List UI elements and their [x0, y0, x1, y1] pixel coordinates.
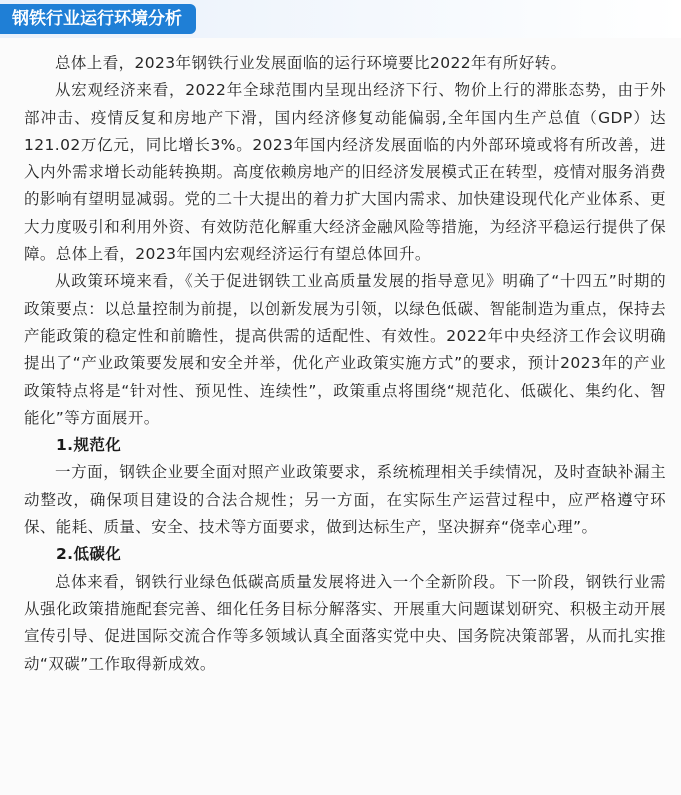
- subheading-standardization: 1.规范化: [56, 436, 122, 455]
- paragraph-low-carbon: 总体来看，钢铁行业绿色低碳高质量发展将进入一个全新阶段。下一阶段，钢铁行业需从强化政策措施配套完善、细化任务目标分解落实、开展重大问题谋划研究、积极主动开展宣传引导、促进国际交流合作等多领域认真全面落实党中央、国务院决策部署，从而扎实推动“双碳”工作取得新成效。: [24, 572, 666, 673]
- article-body: [0, 38, 681, 795]
- paragraph-summary: 总体上看，2023年钢铁行业发展面临的运行环境要比2022年有所好转。: [55, 54, 567, 72]
- subheading-low-carbon: 2.低碳化: [56, 545, 122, 564]
- paragraph-policy-environment: 从政策环境来看，《关于促进钢铁工业高质量发展的指导意见》明确了“十四五”时期的政策要点：以总量控制为前提，以创新发展为引领，以绿色低碳、智能制造为重点，保持去产能政策的稳定性和前瞻性，提高供需的适配性、有效性。2022年中央经济工作会议明确提出了“产业政策要发展和安全并举，优化产业政策实施方式”的要求，预计2023年的产业政策特点将是“针对性、预见性、连续性”，政策重点将围绕“规范化、低碳化、集约化、智能化”等方面展开。: [24, 272, 666, 427]
- section-title: 钢铁行业运行环境分析: [0, 4, 196, 34]
- article-text: [24, 50, 666, 678]
- paragraph-standardization: 一方面，钢铁企业要全面对照产业政策要求，系统梳理相关手续情况，及时查缺补漏主动整改，确保项目建设的合法合规性；另一方面，在实际生产运营过程中，应严格遵守环保、能耗、质量、安全、技术等方面要求，做到达标生产，坚决摒弃“侥幸心理”。: [24, 463, 666, 537]
- paragraph-macro-economy: 从宏观经济来看，2022年全球范围内呈现出经济下行、物价上行的滞胀态势，由于外部冲击、疫情反复和房地产下滑，国内经济修复动能偏弱,全年国内生产总值（GDP）达121.02万亿元，同比增长3%。2023年国内经济发展面临的内外部环境或将有所改善，进入内外需求增长动能转换期。高度依赖房地产的旧经济发展模式正在转型，疫情对服务消费的影响有望明显减弱。党的二十大提出的着力扩大国内需求、加快建设现代化产业体系、更大力度吸引和利用外资、有效防范化解重大经济金融风险等措施，为经济平稳运行提供了保障。总体上看，2023年国内宏观经济运行有望总体回升。: [24, 81, 666, 264]
- section-heading-bar: [0, 0, 681, 38]
